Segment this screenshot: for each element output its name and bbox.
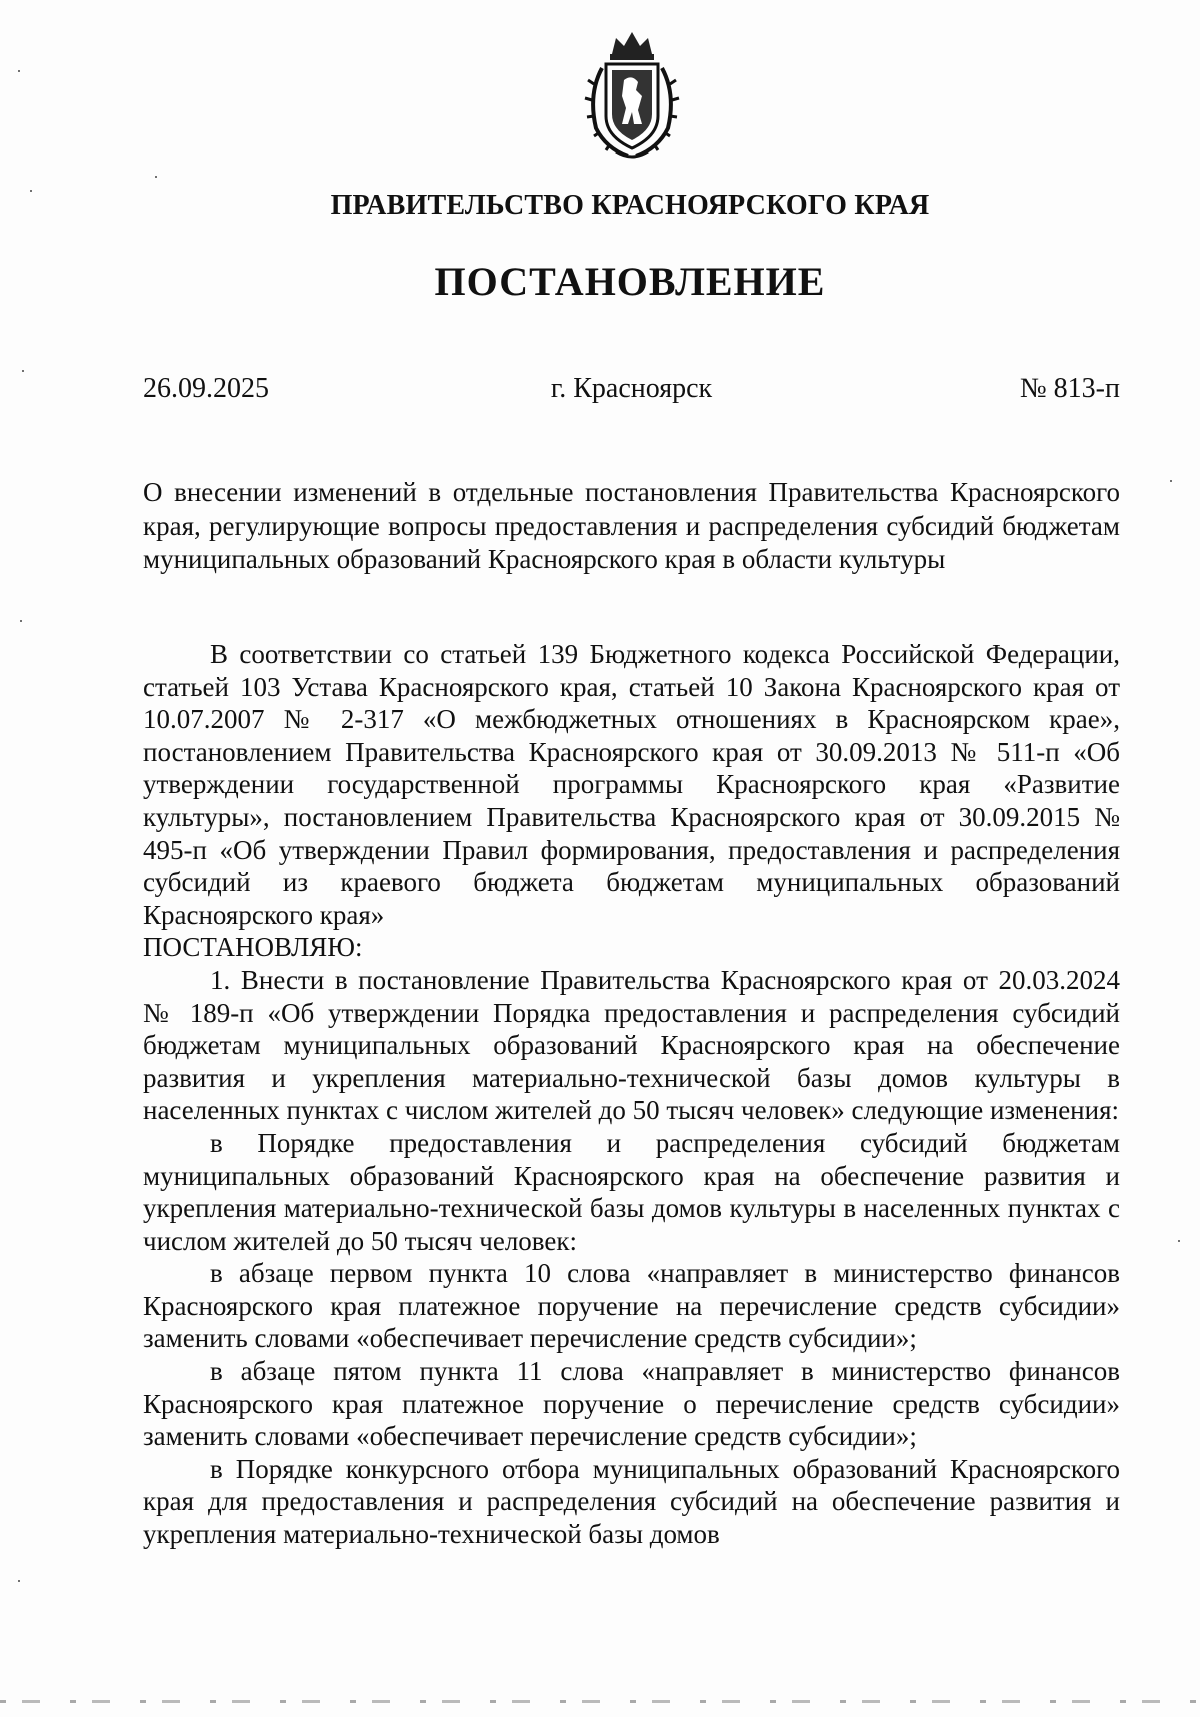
krasnoyarsk-coat-of-arms-icon bbox=[572, 24, 692, 164]
scan-bottom-edge bbox=[0, 1700, 1200, 1703]
document-meta-row bbox=[143, 373, 1120, 413]
scan-speck bbox=[22, 370, 24, 372]
document-subject: О внесении изменений в отдельные постановления Правительства Красноярского края, регулирующие вопросы предоставления и распределения субсидий бюджетам муниципальных образований Красноярского края в области культуры bbox=[143, 477, 1120, 574]
scan-speck bbox=[155, 176, 157, 178]
clause-paragraph: в абзаце первом пункта 10 слова «направляет в министерство финансов Красноярского края платежное поручение на перечисление средств субсидии» заменить словами «обеспечивает перечисление средств субсидии»; bbox=[143, 1258, 1120, 1354]
government-title: ПРАВИТЕЛЬСТВО КРАСНОЯРСКОГО КРАЯ bbox=[330, 190, 930, 221]
document-body bbox=[143, 638, 1120, 1551]
scan-speck bbox=[30, 190, 32, 192]
scan-speck bbox=[1178, 1240, 1180, 1242]
scan-speck bbox=[20, 620, 22, 622]
document-city: г. Красноярск bbox=[550, 373, 713, 404]
document-type-title: ПОСТАНОВЛЕНИЕ bbox=[434, 259, 826, 304]
clause-paragraph: в Порядке предоставления и распределения субсидий бюджетам муниципальных образований Красноярского края на обеспечение развития и укрепления материально-технической базы домов культуры в населенных пунктах с числом жителей до 50 тысяч человек: bbox=[143, 1127, 1120, 1256]
document-date: 26.09.2025 bbox=[143, 373, 269, 404]
preamble-paragraph: В соответствии со статьей 139 Бюджетного кодекса Российской Федерации, статьей 103 Устава Красноярского края, статьей 10 Закона Красноярского края от 10.07.2007 № 2-317 «О межбюджетных отношениях в Красноярском крае», постановлением Правительства Красноярского края от 30.09.2013 № 511-п «Об утверждении государственной программы Красноярского края «Развитие культуры», постановлением Правительства Красноярского края от 30.09.2015 № 495-п «Об утверждении Правил формирования, предоставления и распределения субсидий из краевого бюджета бюджетам муниципальных образований Красноярского края» bbox=[143, 639, 1120, 930]
scan-speck bbox=[1170, 480, 1172, 482]
scan-speck bbox=[18, 1580, 20, 1582]
clause-paragraph: в Порядке конкурсного отбора муниципальных образований Красноярского края для предоставления и распределения субсидий на обеспечение развития и укрепления материально-технической базы домов bbox=[143, 1453, 1120, 1550]
document-number: № 813-п bbox=[1019, 373, 1120, 404]
scan-speck bbox=[18, 70, 20, 72]
clause-paragraph: в абзаце пятом пункта 11 слова «направляет в министерство финансов Красноярского края платежное поручение о перечисление средств субсидии» заменить словами «обеспечивает перечисление средств субсидии»; bbox=[143, 1356, 1120, 1452]
clause-1-paragraph: 1. Внести в постановление Правительства Красноярского края от 20.03.2024 № 189-п «Об утверждении Порядка предоставления и распределения субсидий бюджетам муниципальных образований Красноярского края на обеспечение развития и укрепления материально-технической базы домов культуры в населенных пунктах с числом жителей до 50 тысяч человек» следующие изменения: bbox=[143, 964, 1120, 1126]
resolution-word: ПОСТАНОВЛЯЮ: bbox=[143, 932, 363, 963]
